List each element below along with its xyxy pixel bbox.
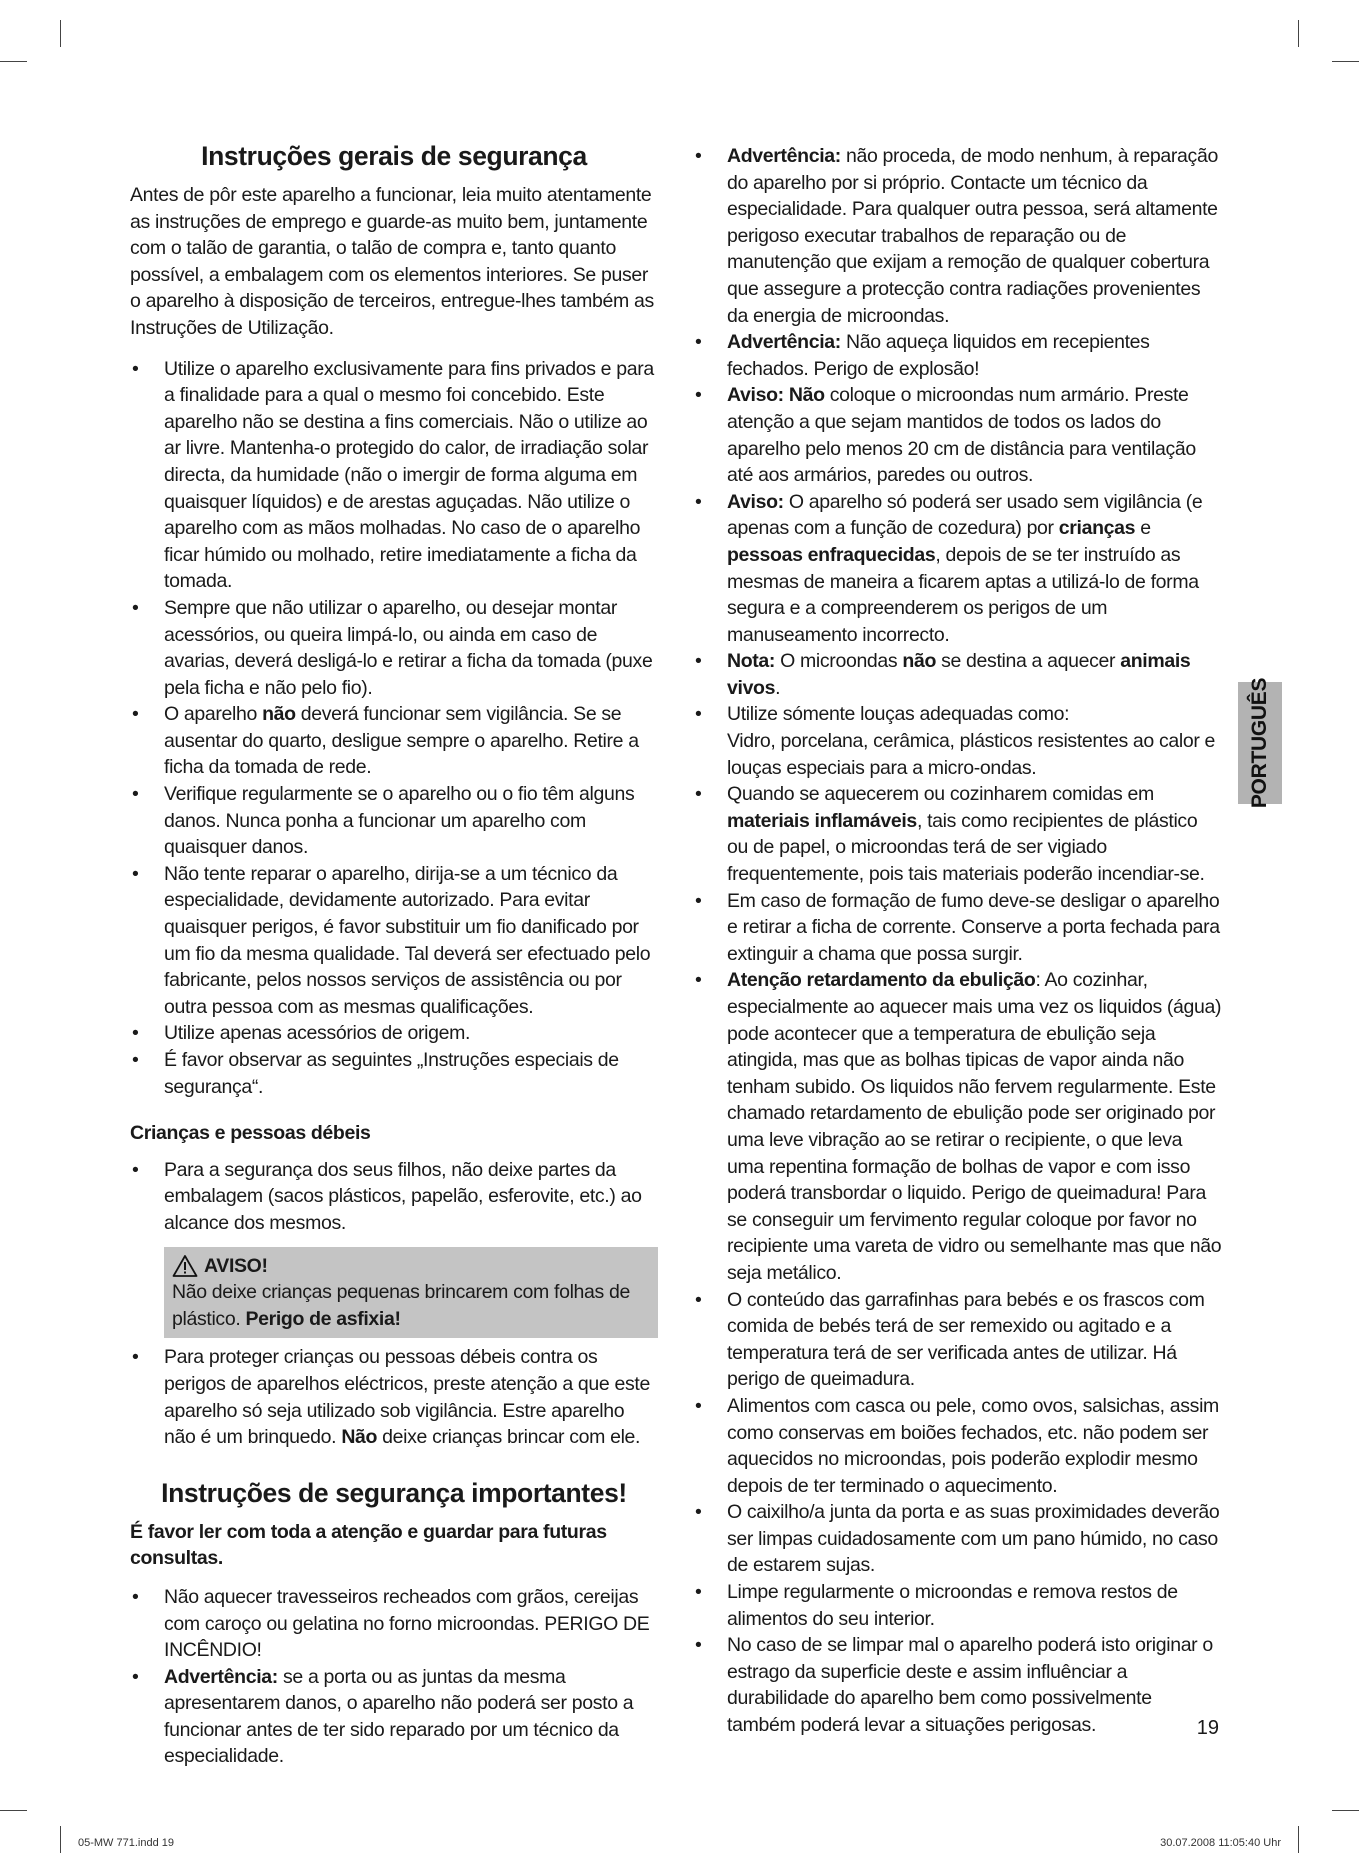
general-safety-list [130,356,658,1101]
crop-mark [60,20,61,47]
general-safety-title: Instruções gerais de segurança [201,141,587,171]
list-item: • O caixilho/a junta da porta e as suas proximidades deverão ser limpas cuidadosamente com um pano húmido, no caso de estarem sujas. [693,1499,1223,1579]
list-item: • Não tente reparar o aparelho, dirija-se a um técnico da especialidade, devidamente autorizado. Para evitar quaisquer perigos, é favor substituir um fio danificado por um fio da mesma qualidade. Tal deverá ser efectuado pelo fabricante, pelos nossos serviços de assistência ou por outra pessoa com as mesmas qualificações. [130,861,658,1021]
list-item: • Limpe regularmente o microondas e remova restos de alimentos do seu interior. [693,1579,1223,1632]
list-item: • Quando se aquecerem ou cozinharem comidas em materiais inflamáveis, tais como recipientes de plástico ou de papel, o microondas terá de ser vigiado frequentemente, pois tais materiais poderão incendiar-se. [693,781,1223,887]
crop-mark [60,1826,61,1853]
crop-mark [0,61,27,62]
list-item: • Aviso: Não coloque o microondas num armário. Preste atenção a que sejam mantidos de todos os lados do aparelho pelo menos 20 cm de distância para ventilação até aos armários, paredes ou outros. [693,382,1223,488]
list-item: • É favor observar as seguintes „Instruções especiais de segurança“. [130,1047,658,1100]
list-item: • O conteúdo das garrafinhas para bebés e os frascos com comida de bebés terá de ser remexido ou agitado e a temperatura terá de ser verificada antes de utilizar. Há perigo de queimadura. [693,1287,1223,1393]
list-item: • Para proteger crianças ou pessoas débeis contra os perigos de aparelhos eléctricos, preste atenção a que este aparelho só seja utilizado sob vigilância. Estre aparelho não é um brinquedo. Não deixe crianças brincar com ele. [130,1344,658,1450]
list-item: • Sempre que não utilizar o aparelho, ou desejar montar acessórios, ou queira limpá-lo, ou ainda em caso de avarias, deverá desligá-lo e retirar a ficha da tomada (puxe pela ficha e não pelo fio). [130,595,658,701]
warning-triangle-icon [172,1254,198,1278]
list-item: • No caso de se limpar mal o aparelho poderá isto originar o estrago da superficie deste e assim influênciar a durabilidade do aparelho bem como possivelmente também poderá levar a situações perigosas. [693,1632,1223,1738]
list-item: • Advertência: se a porta ou as juntas da mesma apresentarem danos, o aparelho não poderá ser posto a funcionar antes de ter sido reparado por um técnico da especialidade. [130,1664,658,1770]
list-item: • Utilize sómente louças adequadas como: Vidro, porcelana, cerâmica, plásticos resistentes ao calor e louças especiais para a micro-ondas. [693,701,1223,781]
crop-mark [1332,1810,1359,1811]
warning-text: Não deixe crianças pequenas brincarem com folhas de plástico. Perigo de asfixia! [172,1281,630,1330]
list-item: • Atenção retardamento da ebulição: Ao cozinhar, especialmente ao aquecer mais uma vez os liquidos (água) pode acontecer que a temperatura de ebulição seja atingida, mas que as bolhas tipicas de vapor ainda não tenham subido. Os liquidos não fervem regularmente. Este chamado retardamento de ebulição pode ser originado por uma leve vibração ao se retirar o recipiente, o que leva uma repentina formação de bolhas de vapor e com isso poderá transbordar o liquido. Perigo de queimadura! Para se conseguir um fervimento regular coloque por favor no recipiente uma vareta de vidro ou semelhante mas que não seja metálico. [693,967,1223,1286]
intro-paragraph: Antes de pôr este aparelho a funcionar, leia muito atentamente as instruções de emprego e guarde-as muito bem, juntamente com o talão de garantia, o talão de compra e, tanto quanto possível, a embalagem com os elementos interiores. Se puser o aparelho à disposição de terceiros, entregue-lhes também as Instruções de Utilização. [130,184,654,339]
crop-mark [0,1810,27,1811]
language-tab-label: PORTUGUÊS [1248,677,1272,809]
right-safety-list [693,143,1223,1739]
list-item: • Nota: O microondas não se destina a aquecer animais vivos. [693,648,1223,701]
crop-mark [1332,61,1359,62]
warning-header [172,1253,646,1280]
list-item: • Utilize o aparelho exclusivamente para fins privados e para a finalidade para a qual o mesmo foi concebido. Este aparelho não se destina a fins comerciais. Não o utilize ao ar livre. Mantenha-o protegido do calor, de irradiação solar directa, da humidade (não o imergir de forma alguma em quaisquer líquidos) e de arestas aguçadas. Não utilize o aparelho com as mãos molhadas. No caso de o aparelho ficar húmido ou molhado, retire imediatamente a ficha da tomada. [130,356,658,595]
children-list-2 [130,1344,658,1450]
list-item: • Alimentos com casca ou pele, como ovos, salsichas, assim como conservas em boiões fechados, etc. não podem ser aquecidos no microondas, pois poderão explodir mesmo depois de ter terminado o aquecimento. [693,1393,1223,1499]
language-tab [1238,677,1282,809]
children-list [130,1157,658,1237]
important-list [130,1584,658,1770]
important-safety-title: Instruções de segurança importantes! [161,1477,627,1508]
print-slug-date: 30.07.2008 11:05:40 Uhr [1160,1837,1281,1849]
list-item: • Verifique regularmente se o aparelho ou o fio têm alguns danos. Nunca ponha a funcionar um aparelho com quaisquer danos. [130,781,658,861]
important-lead: É favor ler com toda a atenção e guardar para futuras consultas. [130,1520,607,1570]
list-item: • Utilize apenas acessórios de origem. [130,1020,658,1047]
children-heading: Crianças e pessoas débeis [130,1122,371,1145]
list-item: • Não aquecer travesseiros recheados com grãos, cereijas com caroço ou gelatina no forno microondas. PERIGO DE INCÊNDIO! [130,1584,658,1664]
left-column [130,140,658,1770]
list-item: • Aviso: O aparelho só poderá ser usado sem vigilância (e apenas com a função de cozedura) por crianças e pessoas enfraquecidas, depois de se ter instruído as mesmas de maneira a ficarem aptas a utilizá-lo de forma segura e a compreenderem os perigos de um manuseamento incorrecto. [693,489,1223,649]
crop-mark [1298,20,1299,47]
list-item: • Em caso de formação de fumo deve-se desligar o aparelho e retirar a ficha de corrente. Conserve a porta fechada para extinguir a chama que possa surgir. [693,888,1223,968]
page-number: 19 [1196,1717,1219,1739]
warning-box [164,1247,658,1339]
list-item: • Advertência: não proceda, de modo nenhum, à reparação do aparelho por si próprio. Contacte um técnico da especialidade. Para qualquer outra pessoa, será altamente perigoso executar trabalhos de reparação ou de manutenção que exijam a remoção de qualquer cobertura que assegure a protecção contra radiações provenientes da energia de microondas. [693,143,1223,329]
list-item: • O aparelho não deverá funcionar sem vigilância. Se se ausentar do quarto, desligue sempre o aparelho. Retire a ficha da tomada de rede. [130,701,658,781]
list-item: • Advertência: Não aqueça liquidos em recepientes fechados. Perigo de explosão! [693,329,1223,382]
crop-mark [1298,1826,1299,1853]
list-item: • Para a segurança dos seus filhos, não deixe partes da embalagem (sacos plásticos, papelão, esferovite, etc.) ao alcance dos mesmos. [130,1157,658,1237]
right-column [693,143,1223,1739]
warning-title: AVISO! [204,1254,268,1277]
print-slug-file: 05-MW 771.indd 19 [78,1837,174,1849]
